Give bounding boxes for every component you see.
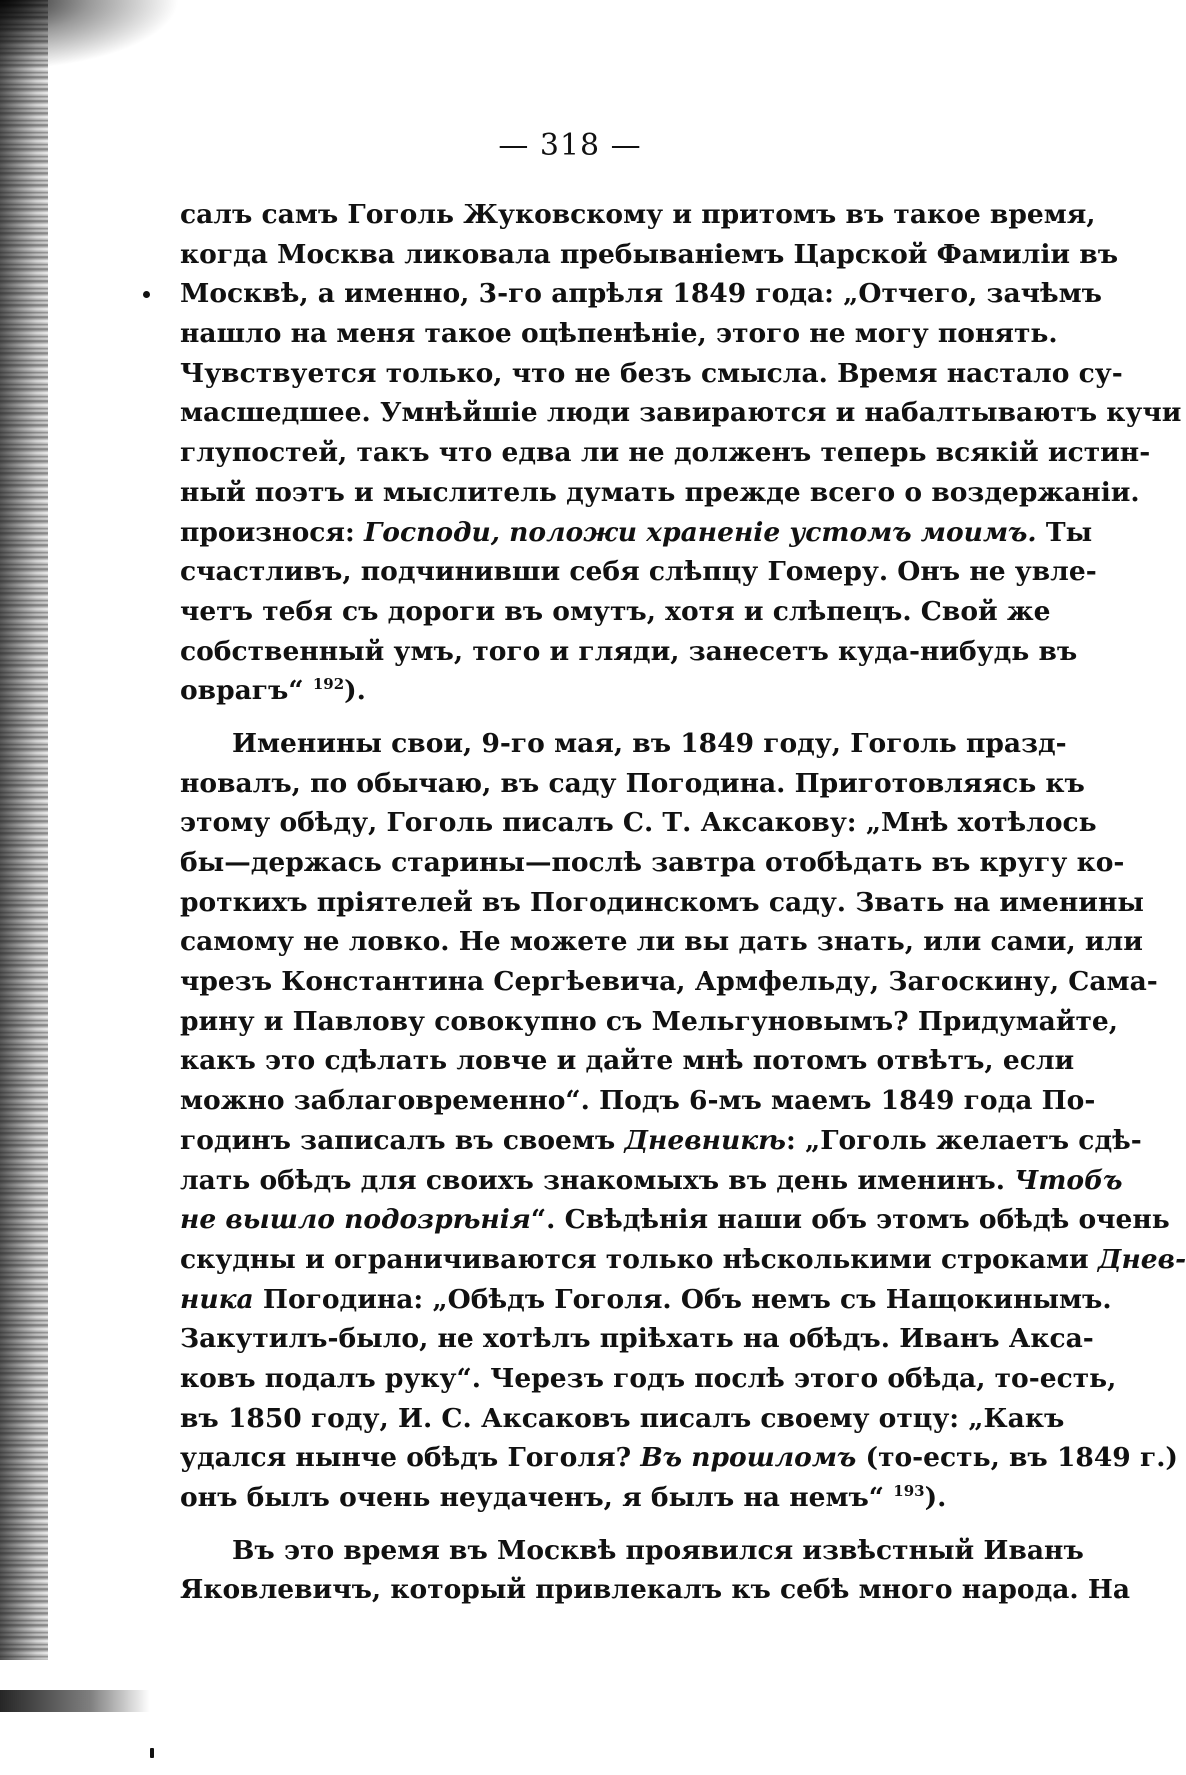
scan-corner-smudge (0, 0, 180, 70)
text-line: Чувствуется только, что не безъ смысла. Время настало су- (180, 357, 1123, 389)
italic-text: Дневникѣ (624, 1124, 786, 1156)
italic-text: Чтобъ (1014, 1164, 1123, 1196)
text-line: онъ былъ очень неудаченъ, я былъ на немъ“ $^{193}$). (180, 1482, 947, 1513)
footnote-ref: 193 (893, 1482, 925, 1501)
body-text (180, 195, 1186, 1610)
text-line: глупостей, такъ что едва ли не долженъ теперь всякій истин- (180, 437, 1151, 469)
text-line: не вышло подозрѣнія“. Свѣдѣнія наши объ этомъ обѣдѣ очень (180, 1204, 1170, 1236)
italic-text: не вышло подозрѣнія (180, 1204, 531, 1236)
text-line: четъ тебя съ дороги въ омутъ, хотя и слѣпецъ. Свой же (180, 595, 1051, 627)
page-number: — 318 — (498, 128, 642, 163)
text-line: произнося: Господи, положи храненіе устомъ моимъ. Ты (180, 516, 1093, 548)
text-line: салъ самъ Гоголь Жуковскому и притомъ въ такое время, (180, 199, 1096, 230)
text-line: ный поэтъ и мыслитель думать прежде всего о воздержаніи. (180, 476, 1140, 508)
text-line: скудны и ограничиваются только нѣсколькими строками Днев- (180, 1243, 1186, 1275)
text-line: Москвѣ, а именно, 3-го апрѣля 1849 года: „Отчего, зачѣмъ (180, 278, 1102, 310)
scan-bottom-smudge (0, 1690, 150, 1712)
text-line: Именины свои, 9-го мая, въ 1849 году, Гоголь празд- (232, 727, 1067, 759)
text-line: Въ это время въ Москвѣ проявился извѣстный Иванъ (232, 1534, 1084, 1566)
text-line: нашло на меня такое оцѣпенѣніе, этого не могу понять. (180, 318, 1058, 350)
text-line: бы—держась старины—послѣ завтра отобѣдать въ кругу ко- (180, 847, 1125, 878)
scan-edge-shadow (0, 0, 48, 1660)
text-line: годинъ записалъ въ своемъ Дневникѣ: „Гоголь желаетъ сдѣ- (180, 1124, 1142, 1156)
text-line: когда Москва ликовала пребываніемъ Царской Фамиліи въ (180, 238, 1119, 270)
text-line: новалъ, по обычаю, въ саду Погодина. Приготовляясь къ (180, 767, 1085, 799)
text-line: какъ это сдѣлать ловче и дайте мнѣ потомъ отвѣтъ, если (180, 1045, 1075, 1077)
italic-text: ника (180, 1283, 254, 1315)
text-line: чрезъ Константина Сергѣевича, Армфельду, Загоскину, Сама- (180, 966, 1158, 998)
italic-text: Въ прошломъ (640, 1442, 857, 1474)
text-line: оврагъ“ $^{192}$). (180, 675, 366, 707)
text-line: Закутилъ-было, не хотѣлъ пріѣхать на обѣдъ. Иванъ Акса- (180, 1323, 1094, 1355)
stray-ink-mark (150, 1748, 154, 1758)
text-line: самому не ловко. Не можете ли вы дать знать, или сами, или (180, 926, 1143, 958)
text-line: можно заблаговременно“. Подъ 6-мъ маемъ 1849 года По- (180, 1085, 1096, 1117)
text-line: ника Погодина: „Обѣдъ Гоголя. Объ немъ съ Нащокинымъ. (180, 1283, 1112, 1315)
text-line: собственный умъ, того и гляди, занесетъ куда-нибудь въ (180, 635, 1078, 667)
italic-text: Господи, положи храненіе устомъ моимъ. (363, 516, 1037, 548)
text-line: рину и Павлову совокупно съ Мельгуновымъ? Придумайте, (180, 1005, 1119, 1037)
footnote-ref: 192 (312, 675, 345, 694)
text-line: удался нынче обѣдъ Гоголя? Въ прошломъ (то-есть, въ 1849 г.) (180, 1442, 1178, 1474)
text-line: лать обѣдъ для своихъ знакомыхъ въ день именинъ. Чтобъ (180, 1164, 1123, 1196)
italic-text: Днев- (1097, 1243, 1186, 1275)
text-line: Яковлевичъ, который привлекалъ къ себѣ много народа. На (180, 1574, 1131, 1606)
text-line: масшедшее. Умнѣйшіе люди завираются и набалтываютъ кучи (180, 397, 1182, 429)
stray-ink-dot (143, 291, 150, 298)
text-line: роткихъ пріятелей въ Погодинскомъ саду. Звать на именины (180, 886, 1144, 918)
text-line: счастливъ, подчинивши себя слѣпцу Гомеру. Онъ не увле- (180, 556, 1097, 588)
text-line: въ 1850 году, И. С. Аксаковъ писалъ своему отцу: „Какъ (180, 1402, 1065, 1434)
text-line: этому обѣду, Гоголь писалъ С. Т. Аксакову: „Мнѣ хотѣлось (180, 807, 1097, 839)
text-line: ковъ подалъ руку“. Черезъ годъ послѣ этого обѣда, то-есть, (180, 1362, 1117, 1394)
